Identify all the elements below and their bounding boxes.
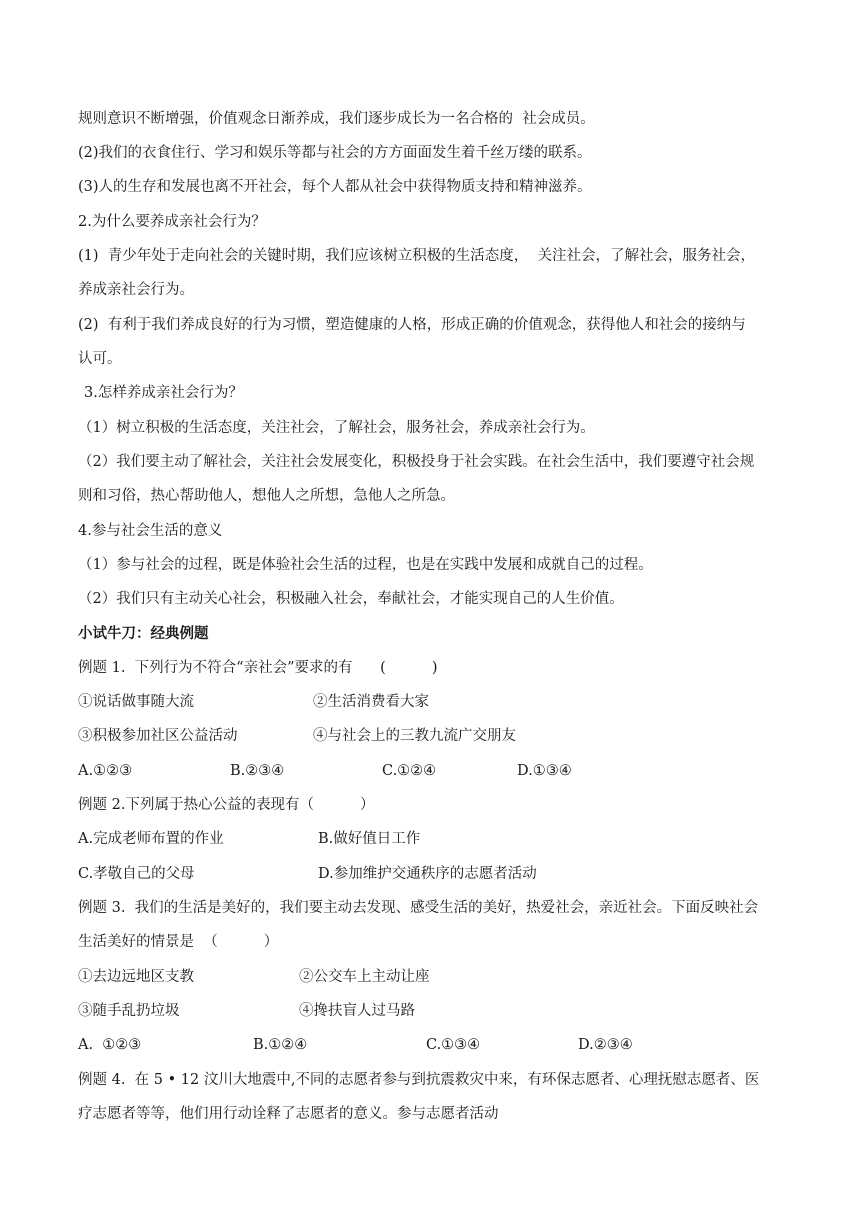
paragraph-line: （2）我们只有主动关心社会，积极融入社会，奉献社会，才能实现自己的人生价值。 <box>78 591 624 607</box>
section-heading: 小试牛刀：经典例题 <box>78 626 209 642</box>
example-2-stem: 例题 2.下列属于热心公益的表现有（ ） <box>78 797 375 813</box>
paragraph-line: (3)人的生存和发展也离不开社会，每个人都从社会中获得物质支持和精神滋养。 <box>78 179 592 195</box>
example-2-choice: A.完成老师布置的作业 <box>78 831 224 847</box>
paragraph-line: （1）树立积极的生活态度，关注社会，了解社会，服务社会，养成亲社会行为。 <box>78 420 595 436</box>
example-1-choice: C.①②④ <box>382 763 437 779</box>
example-4-stem: 例题 4. 在 5 • 12 汶川大地震中,不同的志愿者参与到抗震救灾中来，有环保志愿者、心理抚慰志愿者、医 <box>78 1072 760 1088</box>
example-1-choice: A.①②③ <box>78 763 133 779</box>
paragraph-line: （2）我们要主动了解社会，关注社会发展变化，积极投身于社会实践。在社会生活中，我们要遵守社会规 <box>78 454 755 470</box>
example-3-choice: B.①②④ <box>253 1037 308 1053</box>
paragraph-line: 规则意识不断增强，价值观念日渐养成，我们逐步成长为一名合格的 社会成员。 <box>78 111 595 127</box>
example-3-choice: A. ①②③ <box>78 1037 142 1053</box>
example-3-stem: 生活美好的情景是 （ ） <box>78 934 279 950</box>
example-2-choice: D.参加维护交通秩序的志愿者活动 <box>318 866 537 882</box>
example-3-choice: C.①③④ <box>426 1037 481 1053</box>
example-1-choice: B.②③④ <box>230 763 285 779</box>
example-3-stem: 例题 3. 我们的生活是美好的，我们要主动去发现、感受生活的美好，热爱社会，亲近社会。下面反映社会 <box>78 900 759 916</box>
paragraph-line: (2)我们的衣食住行、学习和娱乐等都与社会的方方面面发生着千丝万缕的联系。 <box>78 145 592 161</box>
example-2-choice: C.孝敬自己的父母 <box>78 866 195 882</box>
example-1-choice: D.①③④ <box>517 763 572 779</box>
paragraph-line: 认可。 <box>78 351 122 367</box>
example-1-stem: 例题 1. 下列行为不符合“亲社会”要求的有 ( ) <box>78 660 438 676</box>
example-4-stem: 疗志愿者等等，他们用行动诠释了志愿者的意义。参与志愿者活动 <box>78 1106 499 1122</box>
example-3-item: ③随手乱扔垃圾 <box>78 1003 180 1019</box>
paragraph-line: (1) 青少年处于走向社会的关键时期，我们应该树立积极的生活态度， 关注社会，了解社会，服务社会， <box>78 248 755 264</box>
example-2-choice: B.做好值日工作 <box>318 831 421 847</box>
paragraph-line: 养成亲社会行为。 <box>78 282 194 298</box>
question-title: 4.参与社会生活的意义 <box>78 523 223 539</box>
example-1-item: ④与社会上的三教九流广交朋友 <box>313 728 516 744</box>
example-3-choice: D.②③④ <box>578 1037 633 1053</box>
paragraph-line: 则和习俗，热心帮助他人，想他人之所想，急他人之所急。 <box>78 488 455 504</box>
example-3-item: ①去边远地区支教 <box>78 969 194 985</box>
example-1-item: ②生活消费看大家 <box>313 694 429 710</box>
example-3-item: ②公交车上主动让座 <box>299 969 430 985</box>
question-title: 2.为什么要养成亲社会行为？ <box>78 214 266 230</box>
example-3-item: ④搀扶盲人过马路 <box>299 1003 415 1019</box>
example-1-item: ③积极参加社区公益活动 <box>78 728 238 744</box>
paragraph-line: (2) 有利于我们养成良好的行为习惯，塑造健康的人格，形成正确的价值观念，获得他人和社会的接纳与 <box>78 317 746 333</box>
example-1-item: ①说话做事随大流 <box>78 694 194 710</box>
paragraph-line: （1）参与社会的过程，既是体验社会生活的过程，也是在实践中发展和成就自己的过程。 <box>78 557 653 573</box>
question-title: 3.怎样养成亲社会行为？ <box>84 385 243 401</box>
